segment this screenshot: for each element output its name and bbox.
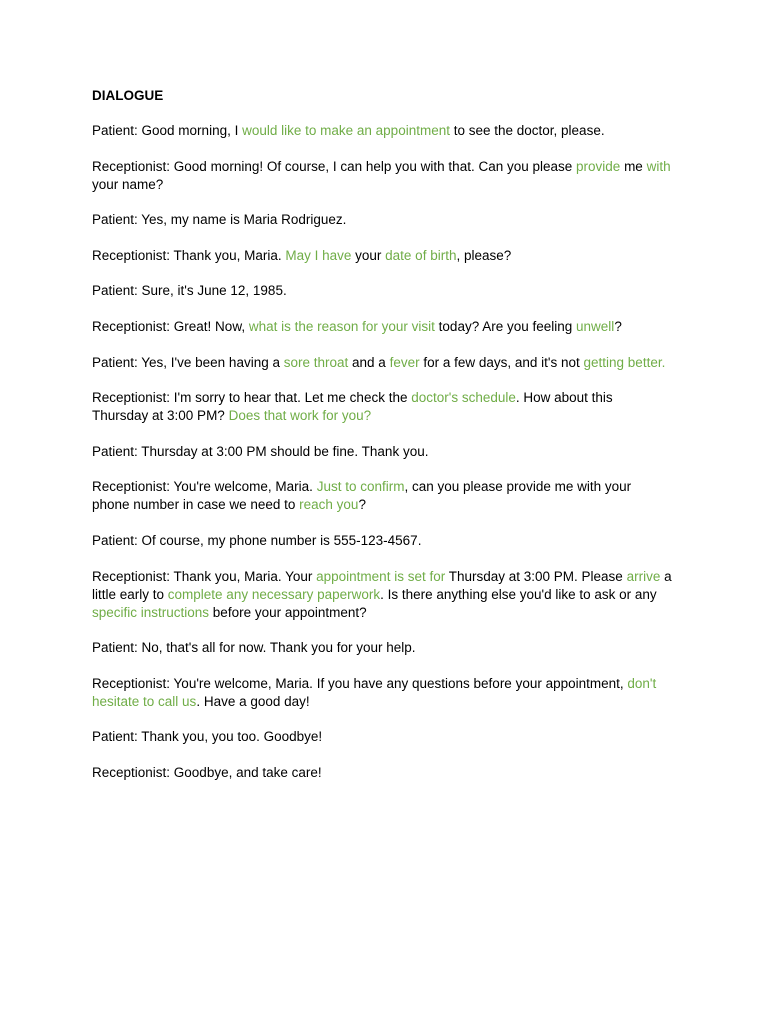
dialogue-line [92, 764, 672, 782]
dialogue-line [92, 675, 672, 711]
highlighted-phrase: Does that work for you? [228, 408, 372, 424]
dialogue-text: , can you please provide me with your phone number in case we need to [92, 479, 632, 513]
dialogue-line [92, 318, 672, 336]
dialogue-text: ? [358, 497, 366, 513]
dialogue-text: Receptionist: Great! Now, [92, 318, 249, 334]
dialogue-text: your [351, 247, 386, 263]
dialogue-text: Receptionist: Thank you, Maria. [92, 247, 286, 263]
dialogue-text: before your appointment? [209, 604, 367, 620]
dialogue-text: Patient: Good morning, I [92, 123, 243, 138]
highlighted-phrase: sore throat [283, 354, 349, 370]
dialogue-text: , please? [456, 247, 512, 263]
highlighted-phrase: fever [389, 354, 420, 370]
dialogue-text: Receptionist: Thank you, Maria. Your [92, 568, 317, 584]
document-title: DIALOGUE [92, 88, 164, 103]
highlighted-phrase: reach you [299, 497, 359, 513]
highlighted-phrase: arrive [626, 568, 661, 584]
dialogue-line [92, 211, 672, 229]
dialogue-text: a little early to [92, 568, 672, 602]
dialogue-text: Thursday at 3:00 PM. Please [445, 568, 627, 584]
highlighted-phrase: date of birth [385, 247, 457, 263]
dialogue-text: Receptionist: You're welcome, Maria. [92, 479, 317, 495]
highlighted-phrase: May I have [285, 247, 352, 263]
dialogue-text: Receptionist: Good morning! Of course, I can help you with that. Can you please [92, 158, 577, 174]
highlighted-phrase: doctor's schedule [411, 390, 516, 406]
dialogue-line [92, 568, 672, 622]
dialogue-text: your name? [92, 176, 164, 192]
dialogue-text: for a few days, and it's not [419, 354, 584, 370]
dialogue-line [92, 532, 672, 550]
highlighted-phrase: appointment is set for [316, 568, 446, 584]
highlighted-phrase: provide [576, 158, 621, 174]
dialogue-line [92, 389, 672, 425]
dialogue-line [92, 354, 672, 372]
highlighted-phrase: what is the reason for your visit [248, 318, 435, 334]
dialogue-line [92, 639, 672, 657]
highlighted-phrase: Just to confirm [316, 479, 405, 495]
highlighted-phrase: don't hesitate to call us [92, 675, 657, 709]
dialogue-body [92, 122, 672, 782]
dialogue-text: Receptionist: I'm sorry to hear that. Let me check the [92, 390, 412, 406]
dialogue-text: Patient: Of course, my phone number is 555-123-4567. [92, 532, 422, 548]
dialogue-line [92, 158, 672, 194]
dialogue-text: to see the doctor, please. [449, 123, 605, 138]
dialogue-text: . Is there anything else you'd like to ask or any [380, 586, 657, 602]
dialogue-line [92, 282, 672, 300]
dialogue-text: . How about this Thursday at 3:00 PM? [92, 390, 613, 424]
highlighted-phrase: with [646, 158, 671, 174]
dialogue-text: today? Are you feeling [434, 318, 577, 334]
highlighted-phrase: unwell [576, 318, 615, 334]
dialogue-line [92, 478, 672, 514]
highlighted-phrase: specific instructions [92, 604, 210, 620]
highlighted-phrase: complete any necessary paperwork [167, 586, 381, 602]
dialogue-text: Patient: Yes, my name is Maria Rodriguez. [92, 212, 347, 228]
dialogue-text: Patient: No, that's all for now. Thank you for your help. [92, 640, 416, 656]
dialogue-line [92, 728, 672, 746]
highlighted-phrase: getting better. [583, 354, 666, 370]
dialogue-line [92, 443, 672, 461]
dialogue-text: Patient: Yes, I've been having a [92, 354, 284, 370]
highlighted-phrase: would like to make an appointment [242, 123, 450, 138]
dialogue-text: me [620, 158, 647, 174]
dialogue-text: Patient: Thursday at 3:00 PM should be fine. Thank you. [92, 443, 429, 459]
dialogue-line [92, 247, 672, 265]
dialogue-text: Receptionist: You're welcome, Maria. If you have any questions before your appointment, [92, 675, 628, 691]
dialogue-text: Patient: Thank you, you too. Goodbye! [92, 729, 323, 745]
dialogue-text: and a [348, 354, 390, 370]
dialogue-text: ? [614, 318, 622, 334]
dialogue-text: . Have a good day! [196, 693, 310, 709]
dialogue-text: Receptionist: Goodbye, and take care! [92, 764, 322, 780]
dialogue-line [92, 122, 672, 140]
dialogue-text: Patient: Sure, it's June 12, 1985. [92, 283, 287, 299]
